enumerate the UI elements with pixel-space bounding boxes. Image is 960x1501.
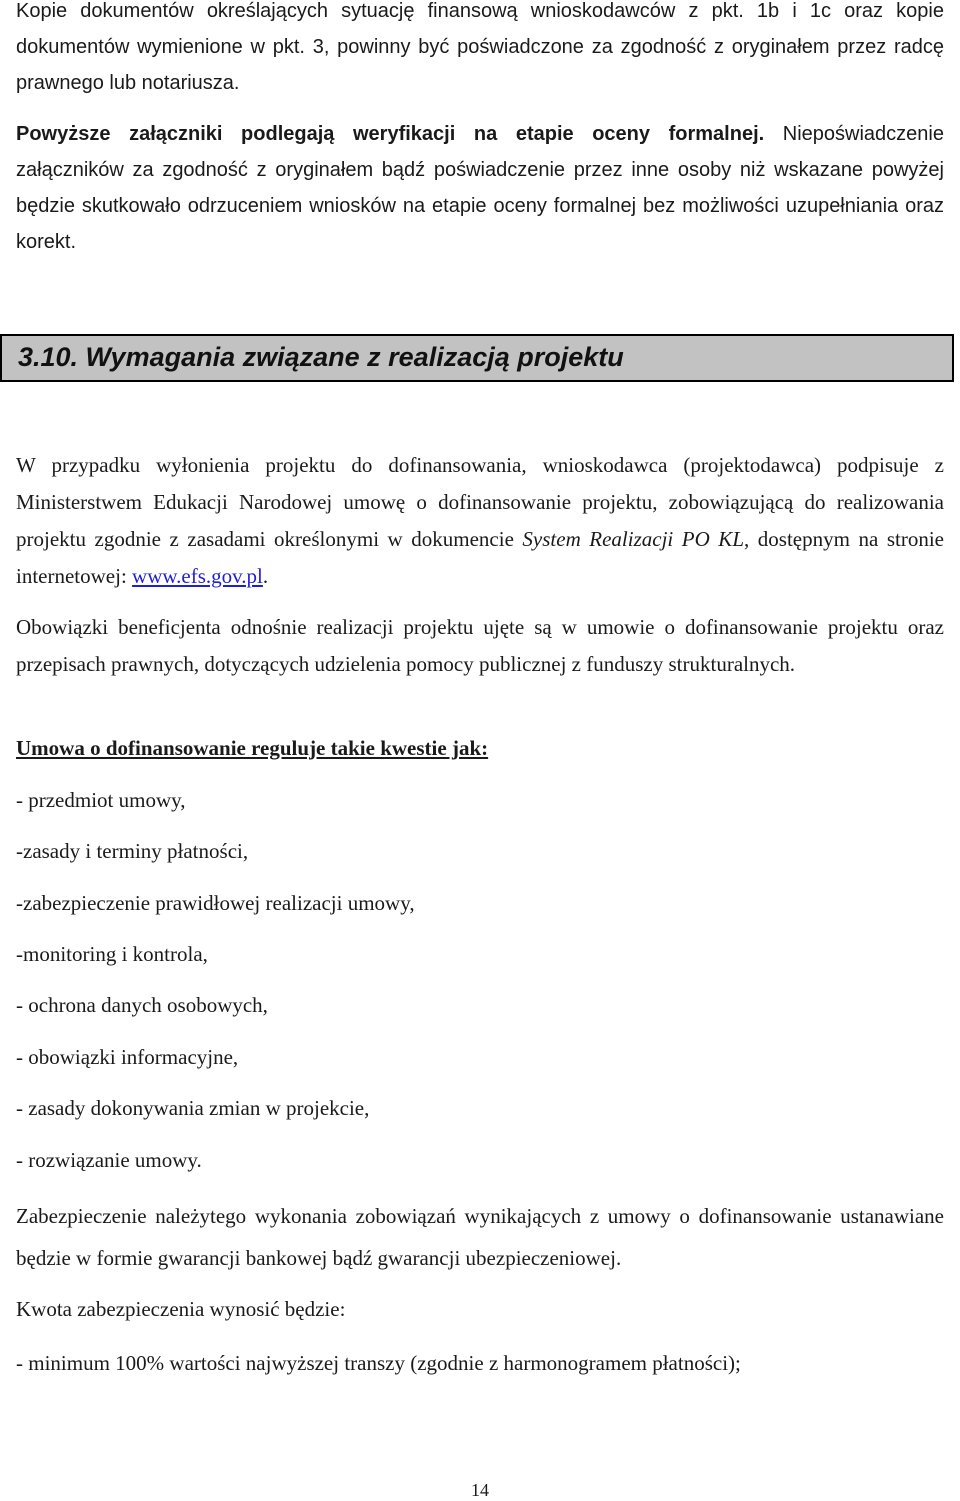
- section-paragraph-1: [16, 447, 944, 595]
- p1-end: .: [262, 564, 269, 588]
- security-amount-label: Kwota zabezpieczenia wynosić będzie:: [16, 1297, 346, 1321]
- list-item: - obowiązki informacyjne,: [16, 1045, 239, 1069]
- list-item: -zabezpieczenie prawidłowej realizacji umowy,: [16, 891, 415, 915]
- list-item: - ochrona danych osobowych,: [16, 993, 268, 1017]
- security-amount-item: - minimum 100% wartości najwyższej transzy (zgodnie z harmonogramem płatności);: [16, 1351, 741, 1375]
- p1-document-name: System Realizacji PO KL: [522, 527, 744, 551]
- list-item: - rozwiązanie umowy.: [16, 1148, 202, 1172]
- section-paragraph-2: Obowiązki beneficjenta odnośnie realizacji projektu ujęte są w umowie o dofinansowanie projektu oraz przepisach prawnych, dotyczących udzielenia pomocy publicznej z funduszy strukturalnych.: [16, 615, 944, 676]
- intro-paragraph-2: [16, 116, 944, 260]
- page-number: 14: [471, 1480, 489, 1500]
- list-item: -monitoring i kontrola,: [16, 942, 208, 966]
- list-heading: Umowa o dofinansowanie reguluje takie kwestie jak:: [16, 736, 489, 760]
- security-paragraph: Zabezpieczenie należytego wykonania zobowiązań wynikających z umowy o dofinansowanie ustanawiane będzie w formie gwarancji bankowej bądź gwarancji ubezpieczeniowej.: [16, 1204, 944, 1270]
- list-item: - zasady dokonywania zmian w projekcie,: [16, 1096, 370, 1120]
- list-item: -zasady i terminy płatności,: [16, 839, 249, 863]
- intro-bold-sentence: Powyższe załączniki podlegają weryfikacji na etapie oceny formalnej.: [16, 123, 765, 145]
- p1-text-b: , dostępnym na stronie internetowej:: [16, 527, 944, 588]
- intro-rest-text: Niepoświadczenie załączników za zgodność z oryginałem bądź poświadczenie przez inne osoby niż wskazane powyżej będzie skutkowało odrzuceniem wniosków na etapie oceny formalnej bez możliwości uzupełniania oraz korekt.: [16, 123, 944, 253]
- p1-text-a: W przypadku wyłonienia projektu do dofinansowania, wnioskodawca (projektodawca) podpisuje z Ministerstwem Edukacji Narodowej umowę o dofinansowanie projektu, zobowiązującą do realizowania projektu zgodnie z zasadami określonymi w dokumencie: [16, 453, 944, 551]
- intro-paragraph-1: Kopie dokumentów określających sytuację finansową wnioskodawców z pkt. 1b i 1c oraz kopie dokumentów wymienione w pkt. 3, powinny być poświadczone za zgodność z oryginałem przez radcę prawnego lub notariusza.: [16, 0, 944, 94]
- efs-website-link[interactable]: www.efs.gov.pl: [132, 564, 263, 588]
- list-item: - przedmiot umowy,: [16, 788, 186, 812]
- section-heading: 3.10. Wymagania związane z realizacją projektu: [18, 342, 624, 372]
- section-heading-box: [0, 334, 954, 382]
